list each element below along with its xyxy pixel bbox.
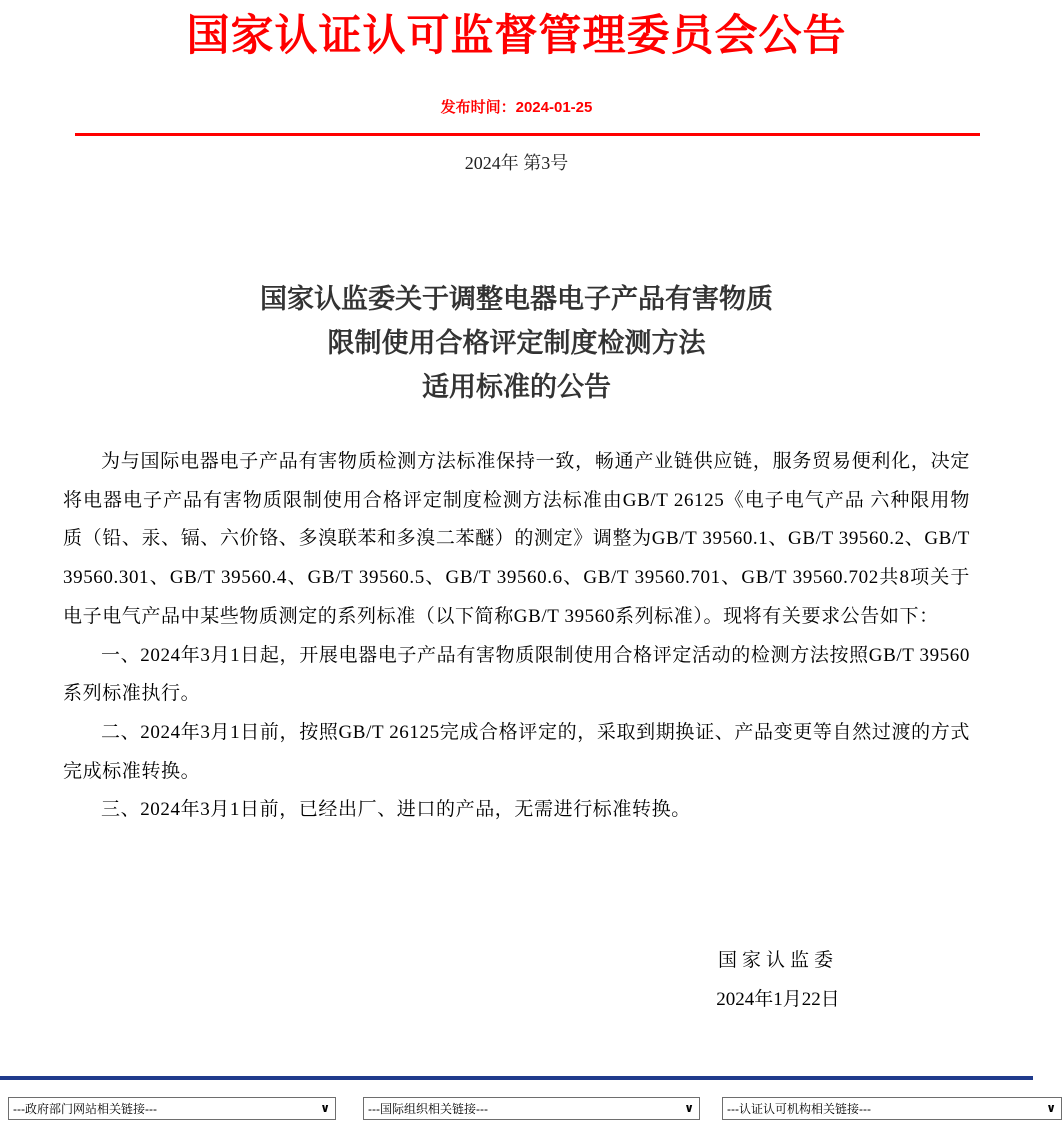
doc-number: 2024年 第3号 [464,153,569,173]
gov-links-select[interactable] [8,1097,336,1120]
body-paragraph: 为与国际电器电子产品有害物质检测方法标准保持一致，畅通产业链供应链，服务贸易便利化，决定将电器电子产品有害物质限制使用合格评定制度检测方法标准由GB/T 26125《电子电气产品 六种限用物质（铅、汞、镉、六价铬、多溴联苯和多溴二苯醚）的测定》调整为GB/T 39560.1、GB/T 39560.2、GB/T 39560.301、GB/T 39560.4、GB/T 39560.5、GB/T 39560.6、GB/T 39560.701、GB/T 39560.702共8项关于电子电气产品中某些物质测定的系列标准（以下简称GB/T 39560系列标准）。现将有关要求公告如下： [63,451,970,627]
body-paragraph: 三、2024年3月1日前，已经出厂、进口的产品，无需进行标准转换。 [101,799,691,821]
signature-org: 国家认监委 [717,950,838,971]
body-paragraph: 一、2024年3月1日起，开展电器电子产品有害物质限制使用合格评定活动的检测方法按照GB/T 39560系列标准执行。 [63,644,970,705]
notice-body [63,443,970,830]
publish-time: 发布时间：2024-01-25 [440,99,593,116]
page-title: 国家认证认可监督管理委员会公告 [186,12,847,60]
notice-title-line: 限制使用合格评定制度检测方法 [327,328,706,358]
notice-title-line: 国家认监委关于调整电器电子产品有害物质 [260,284,773,314]
chevron-down-icon: ∨ [1046,1101,1056,1115]
chevron-down-icon: ∨ [684,1101,694,1115]
gov-links-select-wrap [8,1097,336,1120]
notice-title-line: 适用标准的公告 [422,372,611,402]
intl-links-select[interactable] [363,1097,700,1120]
intl-links-select-wrap [363,1097,700,1120]
body-paragraph: 二、2024年3月1日前，按照GB/T 26125完成合格评定的，采取到期换证、产品变更等自然过渡的方式完成标准转换。 [63,721,970,782]
cert-links-select[interactable] [722,1097,1062,1120]
chevron-down-icon: ∨ [320,1101,330,1115]
signature-date: 2024年1月22日 [716,989,840,1010]
navy-divider [0,1076,1033,1080]
notice-title [0,277,1033,409]
cert-links-select-wrap [722,1097,1062,1120]
signature-block [648,941,908,1019]
red-divider [75,133,980,136]
